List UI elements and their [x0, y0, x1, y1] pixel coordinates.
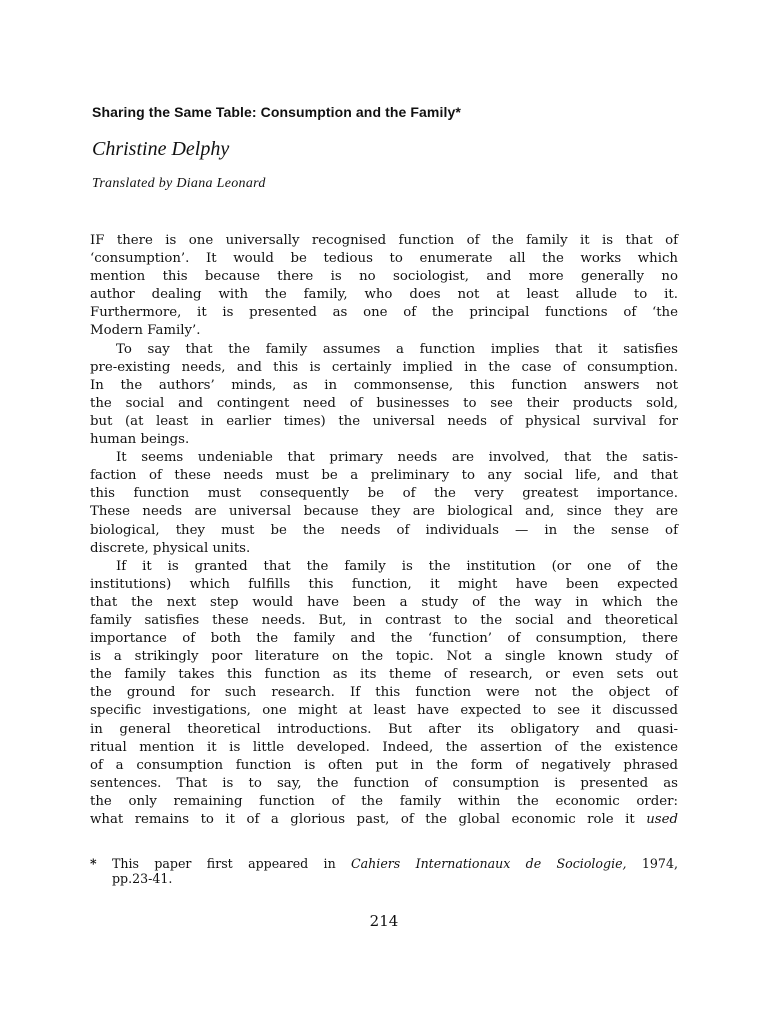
body-line-text: mention this because there is no sociologist, and more generally no [90, 269, 678, 285]
author-name: Christine Delphy [92, 138, 230, 160]
body-line-text: It seems undeniable that primary needs are involved, that the satis- [116, 450, 678, 466]
body-line-text: In the authors’ minds, as in commonsense, this function answers not [90, 377, 678, 393]
footnote-text [112, 856, 678, 886]
body-line-text: author dealing with the family, who does not at least allude to it. [90, 287, 678, 303]
body-line-text: the ground for such research. If this function were not the object of [90, 685, 678, 701]
body-line-text: the family takes this function as its theme of research, or even sets out [90, 667, 678, 683]
body-line-text: discrete, physical units. [90, 540, 251, 556]
body-line [90, 540, 678, 558]
body-line-text: family satisfies these needs. But, in contrast to the social and theoretical [90, 612, 678, 628]
body-line-text: the only remaining function of the family within the economic order: [90, 793, 678, 809]
body-line [90, 503, 678, 521]
body-line [90, 666, 678, 684]
body-line-text: of a consumption function is often put in the form of negatively phrased [90, 757, 678, 773]
body-line-text: IF there is one universally recognised function of the family it is that of [90, 233, 678, 248]
body-line [90, 431, 678, 449]
footnote-line [112, 871, 678, 886]
body-line [90, 684, 678, 702]
body-line-text: ‘consumption’. It would be tedious to enumerate all the works which [90, 251, 678, 267]
body-line [90, 268, 678, 286]
body-line-text: Modern Family’. [90, 323, 201, 339]
body-line [90, 612, 678, 630]
body-line [90, 467, 678, 485]
body-line-text: what remains to it of a glorious past, of the global economic role it [90, 812, 635, 827]
body-line-text: in general theoretical introductions. But after its obligatory and quasi- [90, 721, 678, 737]
body-line-text: specific investigations, one might at least have expected to see it discussed [90, 703, 678, 719]
body-line [90, 702, 678, 720]
body-line [90, 558, 678, 576]
article-body [90, 232, 678, 829]
body-line [90, 757, 678, 775]
body-line [90, 377, 678, 395]
body-line [90, 775, 678, 793]
translator-credit: Translated by Diana Leonard [92, 176, 266, 191]
body-line-text: If it is granted that the family is the institution (or one of the [116, 558, 678, 574]
body-line-text: sentences. That is to say, the function of consumption is presented as [90, 775, 678, 791]
body-line [90, 322, 678, 340]
body-line-text: These needs are universal because they are biological and, since they are [90, 504, 678, 520]
body-line-text: To say that the family assumes a function implies that it satisfies [116, 341, 678, 357]
body-line [90, 522, 678, 540]
body-line [90, 485, 678, 503]
body-line [90, 811, 678, 829]
body-line [90, 413, 678, 431]
body-line-text: institutions) which fulfills this function, it might have been expected [90, 576, 678, 592]
body-line-text: the social and contingent need of businesses to see their products sold, [90, 395, 678, 411]
body-line-text: is a strikingly poor literature on the topic. Not a single known study of [90, 649, 678, 665]
footnote-year: 1974, [641, 856, 678, 871]
body-line [90, 449, 678, 467]
body-line [90, 304, 678, 322]
body-line [90, 395, 678, 413]
footnote-journal: Cahiers Internationaux de Sociologie, [351, 856, 627, 871]
body-line [90, 739, 678, 757]
body-line-text: but (at least in earlier times) the universal needs of physical survival for [90, 413, 678, 429]
body-line-text: importance of both the family and the ‘function’ of consumption, there [90, 631, 678, 647]
body-line [90, 721, 678, 739]
article-title: Sharing the Same Table: Consumption and the Family* [92, 104, 461, 120]
body-line-text: pre-existing needs, and this is certainly implied in the case of consumption. [90, 359, 678, 375]
footnote-pages: pp.23-41. [112, 871, 173, 886]
body-line [90, 576, 678, 594]
body-line [90, 648, 678, 666]
footnote-prefix: This paper first appeared in [112, 856, 336, 871]
footnote-marker: * [90, 856, 97, 871]
body-line [90, 286, 678, 304]
body-line-italic: used [646, 812, 678, 827]
body-line [90, 594, 678, 612]
body-line-text: biological, they must be the needs of individuals — in the sense of [90, 522, 678, 538]
body-line [90, 359, 678, 377]
body-line-text: this function must consequently be of the very greatest importance. [90, 486, 678, 502]
body-line [90, 630, 678, 648]
body-line-text: human beings. [90, 432, 190, 448]
body-line-text: ritual mention it is little developed. Indeed, the assertion of the existence [90, 739, 678, 755]
page-number: 214 [369, 912, 399, 930]
body-line-text: that the next step would have been a study of the way in which the [90, 594, 678, 610]
body-line [90, 341, 678, 359]
body-line [90, 232, 678, 250]
footnote-line [112, 856, 678, 871]
body-line [90, 250, 678, 268]
body-line-text: faction of these needs must be a preliminary to any social life, and that [90, 468, 678, 484]
body-line-text: Furthermore, it is presented as one of the principal functions of ‘the [90, 305, 678, 321]
body-line [90, 793, 678, 811]
